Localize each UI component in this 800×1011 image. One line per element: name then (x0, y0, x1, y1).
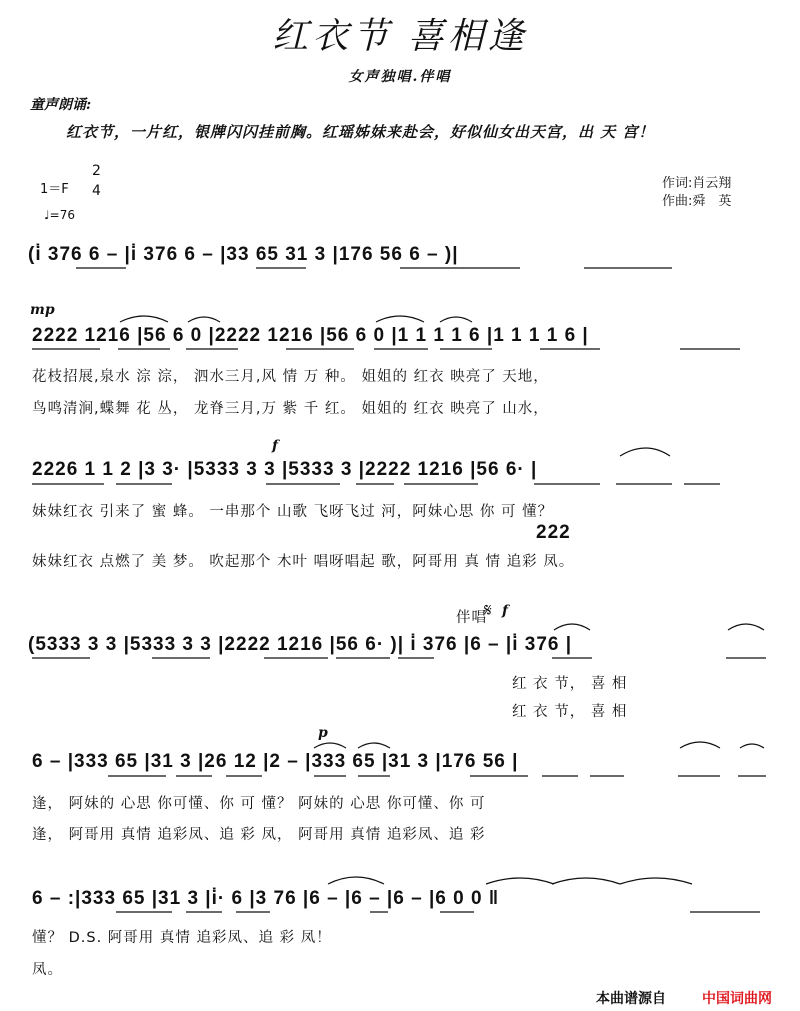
lyric-row-4-verse-2: 红 衣 节， 喜 相 (512, 704, 628, 720)
lyric-row-5-verse-1: 逢， 阿妹的 心思 你可懂、你 可 懂？ 阿妹的 心思 你可懂、你 可 (32, 796, 486, 812)
song-title: 红衣节 喜相逢 (272, 16, 528, 57)
footer-source: 本曲谱源自 (596, 991, 666, 1007)
lyric-row-5-verse-2: 逢， 阿哥用 真情 追彩凤、追 彩 凤， 阿哥用 真情 追彩凤、追 彩 (32, 827, 486, 843)
dynamic-f-chorus: f (502, 603, 509, 619)
score-row-4: (5333 3 3 |5333 3 3 |2222 1216 |56 6· )| i̇ 376 |6 – |i̇ 376 | (28, 634, 573, 655)
performance-subtitle: 女声独唱.伴唱 (348, 69, 452, 85)
slur (120, 316, 168, 322)
tie (620, 878, 692, 884)
lyricist-credit: 作词:肖云翔 (662, 176, 732, 191)
time-signature-top: 2 (92, 163, 101, 179)
slur (728, 624, 764, 630)
chorus-mark: 伴唱 (456, 610, 487, 626)
recitation-label: 童声朗诵: (30, 97, 92, 113)
slur (314, 743, 346, 748)
slur (740, 744, 764, 748)
slur (188, 317, 220, 322)
lyric-row-3-verse-2: 妹妹红衣 点燃了 美 梦。 吹起那个 木叶 唱呀唱起 歌，阿哥用 真 情 追彩 凤。 (32, 554, 575, 570)
segno-icon: 𝄋 (484, 600, 492, 621)
dynamic-f: f (272, 438, 279, 454)
alt-notes: 222 (536, 522, 571, 543)
score-row-2: 2222 1216 |56 6 0 |2222 1216 |56 6 0 |1 1 1 1 6 |1 1 1 1 6 | (32, 325, 589, 346)
key-signature: 1＝F (40, 182, 69, 197)
tie (486, 878, 554, 884)
slur (358, 743, 390, 748)
tempo-marking: ♩=76 (44, 208, 75, 222)
score-row-5: 6 – |333 65 |31 3 |26 12 |2 – |333 65 |31 3 |176 56 | (32, 751, 519, 772)
dynamic-p: p (318, 725, 328, 741)
slur (554, 624, 590, 630)
dynamic-mp: mp (30, 302, 55, 318)
time-signature-bottom: 4 (92, 183, 101, 199)
lyric-row-6-verse-2: 凤。 (32, 962, 63, 978)
composer-credit: 作曲:舜 英 (662, 194, 732, 209)
score-row-3: 2226 1 1 2 |3 3· |5333 3 3 |5333 3 |2222 1216 |56 6· | (32, 459, 538, 480)
lyric-row-2-verse-1: 花枝招展,泉水 淙 淙， 泗水三月,风 情 万 种。 姐姐的 红衣 映亮了 天地， (32, 369, 549, 385)
tie (552, 878, 620, 884)
slur (620, 448, 670, 456)
footer-site-link[interactable]: 中国词曲网 (702, 991, 772, 1007)
lyric-row-6-verse-1: 懂？ D.S. 阿哥用 真情 追彩凤、追 彩 凤！ (32, 930, 332, 946)
score-row-6: 6 – :|333 65 |31 3 |i̇· 6 |3 76 |6 – |6 – |6 – |6 0 0 ‖ (32, 888, 500, 909)
lyric-row-3-verse-1: 妹妹红衣 引来了 蜜 蜂。 一串那个 山歌 飞呀飞过 河，阿妹心思 你 可 懂？ (32, 504, 554, 520)
recitation-text: 红衣节，一片红，银牌闪闪挂前胸。红瑶姊妹来赴会，好似仙女出天宫，出 天 宫！ (66, 123, 655, 141)
score-row-1: (i̇ 376 6 – |i̇ 376 6 – |33 65 31 3 |176 56 6 – )| (28, 244, 459, 265)
lyric-row-2-verse-2: 鸟鸣清涧,蝶舞 花 丛， 龙脊三月,万 紫 千 红。 姐姐的 红衣 映亮了 山水， (32, 401, 549, 417)
slur (376, 316, 424, 322)
lyric-row-4-verse-1: 红 衣 节， 喜 相 (512, 676, 628, 692)
slur (680, 742, 720, 748)
slur (328, 877, 384, 884)
slur (440, 317, 472, 322)
